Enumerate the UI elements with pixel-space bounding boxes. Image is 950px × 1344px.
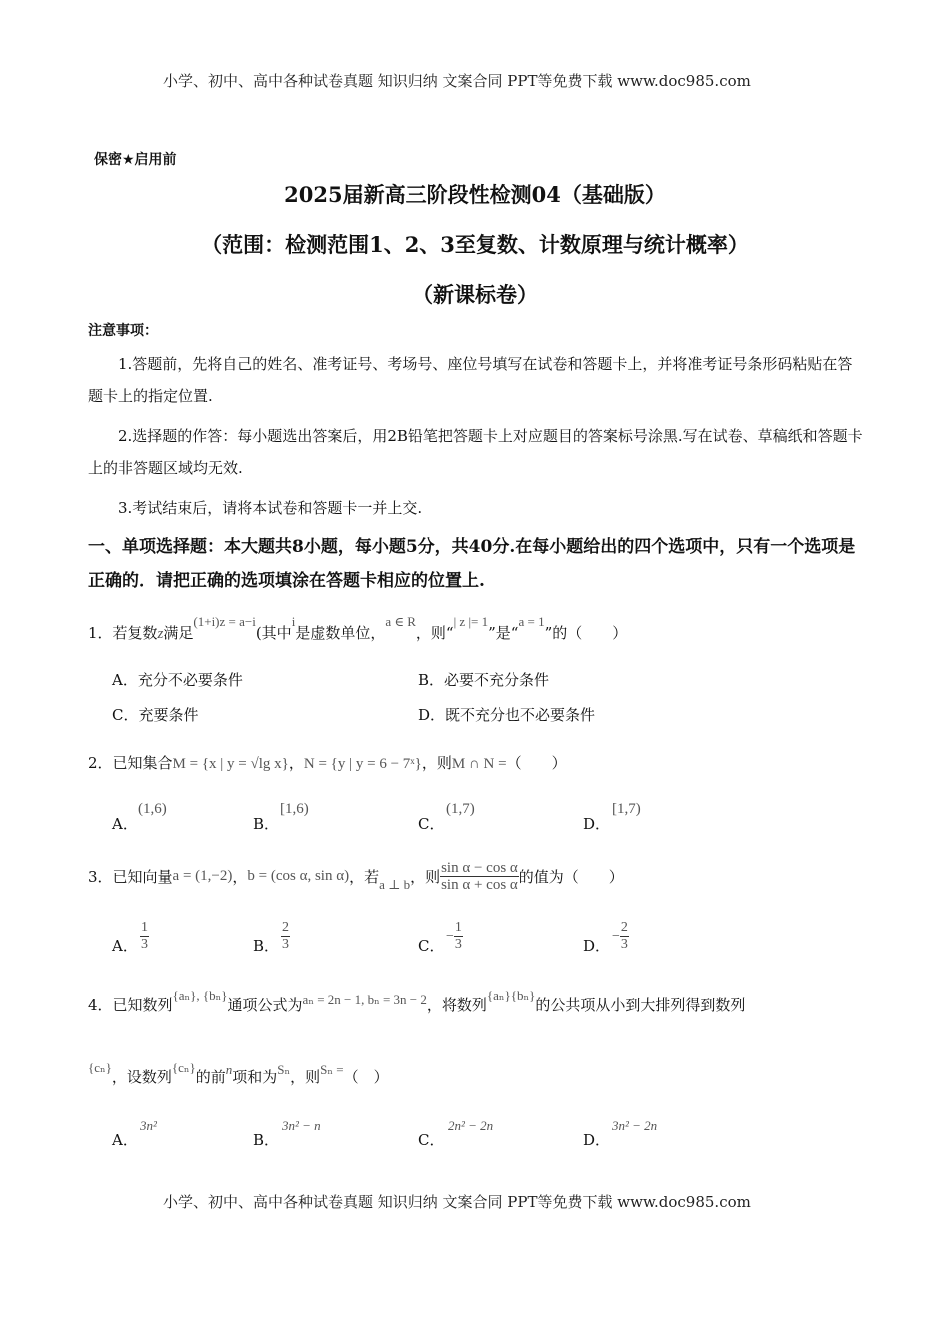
q4-text: 项和为 (232, 1068, 278, 1086)
q2-text: ，则 (421, 754, 452, 772)
q3-math-numerator: sin α − cos α (441, 860, 518, 876)
q3-option-a-value (140, 920, 149, 953)
section-heading: 一、单项选择题：本大题共8小题，每小题5分，共40分.在每小题给出的四个选项中，只有一个选项是正确的．请把正确的选项填涂在答题卡相应的位置上. (88, 537, 856, 591)
q3-option-c-den: 3 (454, 937, 462, 952)
q4-option-c-value: 2n² − 2n (448, 1118, 494, 1133)
page-header: 小学、初中、高中各种试卷真题 知识归纳 文案合同 PPT等免费下载 www.doc985.com (163, 72, 751, 90)
q3-text: ， (232, 868, 248, 886)
q1-math-a-eq-1: a = 1 (518, 614, 545, 629)
q2-option-d-value: [1,7) (612, 801, 641, 817)
q2-math-set-m: M = {x | y = √lg x} (172, 756, 289, 772)
q2-math-intersection: M ∩ N = (451, 756, 507, 772)
q3-option-b-value (281, 920, 290, 953)
q1-text: ，则“ (415, 624, 454, 642)
q4-option-d-label[interactable]: D． (583, 1131, 611, 1149)
q4-option-a-label[interactable]: A． (112, 1131, 138, 1149)
note-1: 1.答题前，先将自己的姓名、准考证号、考场号、座位号填写在试卷和答题卡上，并将准考证号条形码粘贴在答题卡上的指定位置. (88, 355, 853, 405)
q2-text: 2．已知集合 (88, 754, 173, 772)
q4-text: 通项公式为 (227, 996, 303, 1014)
q4-math-cn-2: {cₙ} (171, 1060, 196, 1075)
q3-text: ，若 (349, 868, 380, 886)
q3-option-c-value (446, 920, 463, 953)
q4-text: 的公共项从小到大排列得到数列 (535, 996, 746, 1014)
q2-math-set-n: N = {y | y = 6 − 7ˣ} (303, 756, 422, 772)
q2-option-a-value: (1,6) (138, 801, 167, 817)
q4-option-d-value: 3n² − 2n (612, 1118, 658, 1133)
q4-text: 4．已知数列 (88, 996, 173, 1014)
note-3: 3.考试结束后，请将本试卷和答题卡一并上交. (118, 499, 423, 517)
q3-option-a-den: 3 (141, 937, 148, 952)
q1-math-abs-z: | z |= 1 (453, 614, 489, 629)
q3-math-vector-b: b = (cos α, sin α) (247, 868, 350, 884)
page-footer: 小学、初中、高中各种试卷真题 知识归纳 文案合同 PPT等免费下载 www.doc985.com (163, 1193, 751, 1211)
q2-text: ， (288, 754, 304, 772)
q3-text: 3．已知向量 (88, 868, 173, 886)
q4-option-b-value: 3n² − n (282, 1118, 321, 1133)
q1-text: 1．若复数 (88, 624, 158, 642)
exam-title: 2025届新高三阶段性检测04（基础版） (284, 182, 666, 207)
q4-option-b-label[interactable]: B． (253, 1131, 280, 1149)
q1-math-z: z (157, 626, 164, 642)
q4-math-sequences-2: {aₙ}{bₙ} (486, 988, 536, 1003)
question-3 (88, 860, 624, 893)
q4-math-n: n (225, 1062, 233, 1077)
q4-text: （ ） (343, 1068, 389, 1086)
q4-text: ，设数列 (111, 1068, 172, 1086)
note-2: 2.选择题的作答：每小题选出答案后，用2B铅笔把答题卡上对应题目的答案标号涂黑.写在试卷、草稿纸和答题卡上的非答题区域均无效. (88, 427, 863, 477)
q1-text: 满足 (163, 624, 194, 642)
q3-option-a-num: 1 (141, 920, 148, 935)
q3-option-d-sign: − (612, 928, 620, 944)
q2-text: （ ） (506, 754, 567, 772)
q3-option-b-label[interactable]: B． (253, 937, 280, 955)
q1-option-c[interactable]: C．充要条件 (112, 706, 199, 724)
exam-scope: （范围：检测范围1、2、3至复数、计数原理与统计概率） (201, 232, 749, 257)
q1-math-a-in-r: a ∈ R (385, 614, 416, 629)
q4-text: ，将数列 (426, 996, 487, 1014)
q1-option-d[interactable]: D．既不充分也不必要条件 (418, 706, 596, 724)
q4-math-formula: aₙ = 2n − 1, bₙ = 3n − 2 (302, 992, 427, 1007)
q2-option-b-value: [1,6) (280, 801, 309, 817)
q1-option-a[interactable]: A．充分不必要条件 (112, 671, 243, 689)
q3-math-fraction (440, 860, 519, 893)
q4-math-sn-eq: Sₙ = (320, 1062, 344, 1077)
confidential-label: 保密★启用前 (94, 152, 177, 168)
q3-math-denominator: sin α + cos α (441, 877, 518, 893)
q3-option-d-value (612, 920, 629, 953)
q4-option-a-value: 3n² (140, 1118, 157, 1133)
q1-text: ”的（ ） (544, 624, 628, 642)
question-4 (88, 988, 746, 1015)
q3-math-vector-a: a = (1,−2) (172, 868, 233, 884)
q2-option-b-label[interactable]: B． (253, 815, 280, 833)
question-1 (88, 614, 628, 643)
q4-text: 的前 (195, 1068, 226, 1086)
q1-text: (其中 (255, 624, 292, 642)
q3-option-d-label[interactable]: D． (583, 937, 611, 955)
question-2 (88, 752, 567, 773)
q3-option-b-den: 3 (282, 937, 289, 952)
q3-option-c-num: 1 (454, 920, 462, 935)
q1-option-b[interactable]: B．必要不充分条件 (418, 671, 550, 689)
q4-math-sequences: {aₙ}, {bₙ} (172, 988, 228, 1003)
q1-math-i: i (291, 614, 296, 629)
q3-option-a-label[interactable]: A． (112, 937, 138, 955)
q3-option-d-num: 2 (620, 920, 628, 935)
q1-text: 是虚数单位， (295, 624, 386, 642)
q4-math-sn: Sₙ (277, 1062, 291, 1077)
notes-heading: 注意事项： (88, 323, 158, 339)
q1-text: ”是“ (488, 624, 519, 642)
q3-option-c-label[interactable]: C． (418, 937, 445, 955)
q3-option-d-den: 3 (620, 937, 628, 952)
q1-math-equation: (1+i)z = a−i (193, 614, 256, 629)
q3-text: 的值为（ ） (518, 868, 624, 886)
q2-option-d-label[interactable]: D． (583, 815, 611, 833)
q4-option-c-label[interactable]: C． (418, 1131, 445, 1149)
q3-option-c-sign: − (446, 928, 454, 944)
q4-math-cn: {cₙ} (88, 1060, 112, 1075)
q2-option-a-label[interactable]: A． (112, 815, 138, 833)
q4-text: ，则 (290, 1068, 321, 1086)
question-4-line-2 (88, 1060, 389, 1087)
exam-version: （新课标卷） (412, 282, 538, 307)
q2-option-c-value: (1,7) (446, 801, 475, 817)
q3-text: ，则 (410, 868, 441, 886)
q2-option-c-label[interactable]: C． (418, 815, 445, 833)
q3-option-b-num: 2 (282, 920, 289, 935)
q3-math-perp: a ⊥ b (379, 876, 411, 892)
